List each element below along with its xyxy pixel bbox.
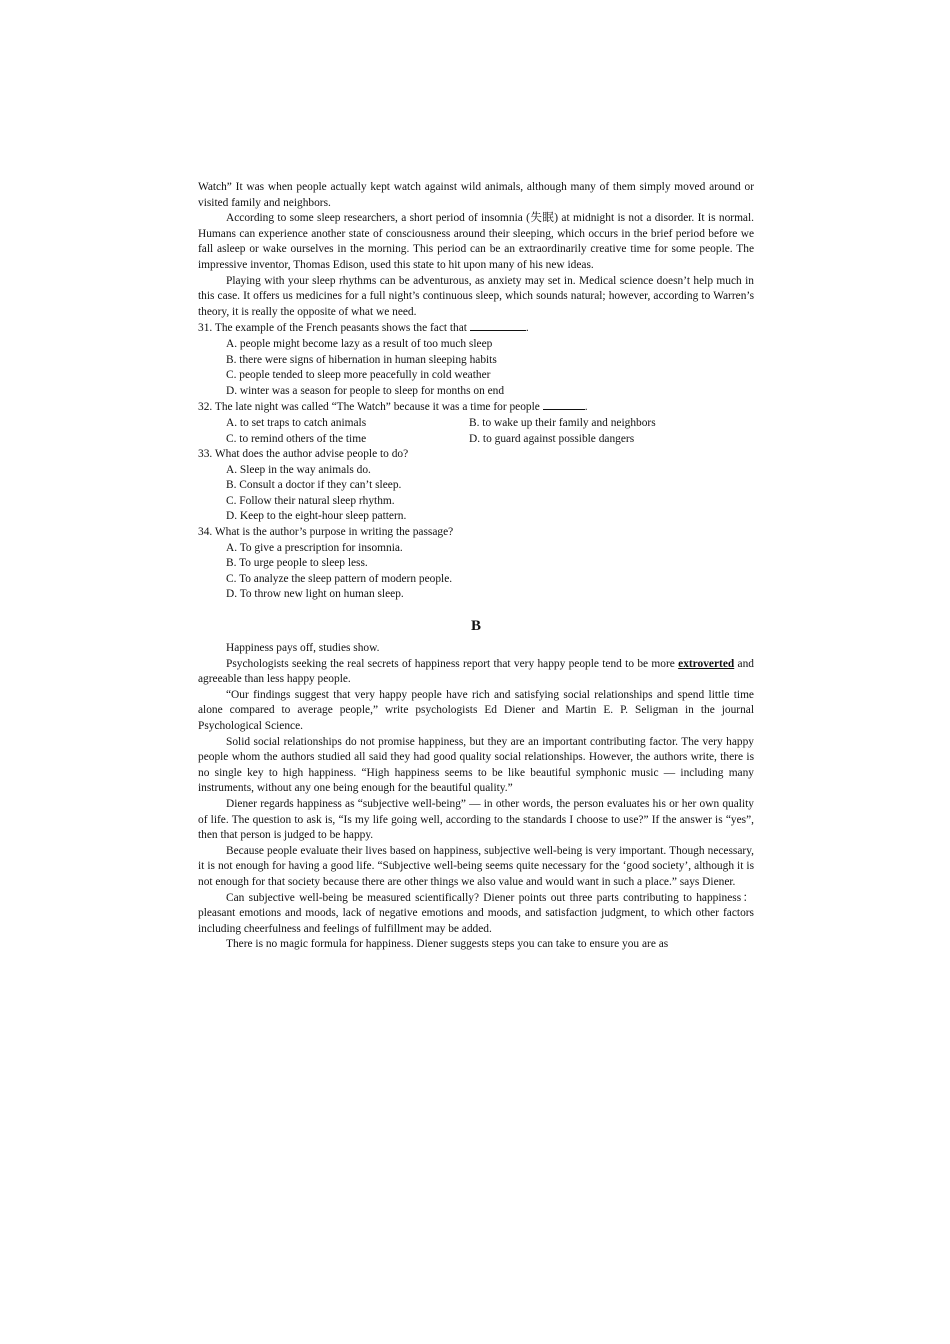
question-31 [198,320,754,399]
question-stem-end: . [525,322,529,335]
paragraph-text: and agreeable than less happy people. [198,657,754,686]
passage-b-paragraph: Solid social relationships do not promise happiness, but they are an important contributing factor. The very happy people whom the authors studied all said they had good quality social relationships. However, the authors write, there is no single key to high happiness. “High happiness seems to be like beautiful symphonic music — including many instruments, without any one being enough for the beautiful quality.” [198,735,754,795]
option-c: C. Follow their natural sleep rhythm. [226,494,395,507]
passage-b-paragraph: “Our findings suggest that very happy people have rich and satisfying social relationships and spend little time alone compared to average people,” write psychologists Ed Diener and Martin E. P. Seligman in the journal Psychological Science. [198,688,754,732]
question-stem [198,320,754,337]
underlined-keyword: extroverted [678,657,735,670]
question-stem [198,399,754,416]
option-b: B. To urge people to sleep less. [226,557,368,570]
question-stem: 33. What does the author advise people to do? [198,448,409,461]
section-title: B [470,618,481,635]
options-row [226,416,754,432]
question-34 [198,525,754,603]
option-b: B. Consult a doctor if they can’t sleep. [226,479,402,492]
passage-b-paragraph: Happiness pays off, studies show. [226,642,380,655]
passage-b-paragraph: Can subjective well-being be measured scientifically? Diener points out three parts contributing to happiness：pleasant emotions and moods, lack of negative emotions and moods, and satisfaction judgment, to which other factors including cheerfulness and feelings of fulfillment may be added. [198,891,754,935]
passage-a-paragraph: According to some sleep researchers, a short period of insomnia (失眠) at midnight is not a disorder. It is normal. Humans can experience another state of consciousness around their sleeping, which occurs in the brief period before we fall asleep or wake ourselves in the morning. This period can be an extraordinarily creative time for some people. The impressive inventor, Thomas Edison, used this state to hit upon many of his new ideas. [198,212,754,271]
option-b: B. to wake up their family and neighbors [469,416,656,429]
passage-a-paragraph: Playing with your sleep rhythms can be adventurous, as anxiety may set in. Medical science doesn’t help much in this case. It offers us medicines for a full night’s continuous sleep, which sounds natural; however, according to Warren’s theory, it is really the opposite of what we need. [198,274,754,318]
option-d: D. winter was a season for people to sleep for months on end [226,384,505,397]
passage-b-paragraph: Because people evaluate their lives based on happiness, subjective well-being is very important. Though necessary, it is not enough for having a good life. “Subjective well-being seems quite necessary for the ‘good society’, although it is not enough for that society because there are other things we also value and would want in such a place.” says Diener. [198,844,754,888]
passage-b-paragraph: There is no magic formula for happiness. Diener suggests steps you can take to ensure you are as [226,938,669,951]
question-33 [198,447,754,525]
passage-b-paragraph: Diener regards happiness as “subjective well-being” — in other words, the person evaluates his or her own quality of life. The question to ask is, “Is my life going well, according to the standards I choose to use?” If the answer is “yes”, then that person is judged to be happy. [198,797,754,842]
option-a: A. people might become lazy as a result of too much sleep [226,337,493,350]
options-row [226,432,754,448]
option-a: A. To give a prescription for insomnia. [226,541,403,554]
paragraph-text: Psychologists seeking the real secrets of happiness report that very happy people tend to be more [226,657,675,670]
document-body [198,180,754,953]
option-c: C. to remind others of the time [226,432,367,445]
question-32 [198,399,754,447]
option-c: C. To analyze the sleep pattern of modern people. [226,572,453,585]
passage-a-paragraph: Watch” It was when people actually kept watch against wild animals, although many of them simply moved around or visited family and neighbors. [198,181,754,209]
option-a: A. to set traps to catch animals [226,416,367,429]
answer-blank [543,399,585,410]
question-stem-text: 31. The example of the French peasants shows the fact that [198,322,467,335]
question-stem: 34. What is the author’s purpose in writing the passage? [198,526,454,539]
answer-blank [470,320,526,331]
passage-b-paragraph [198,657,754,688]
question-stem-end: . [584,401,588,414]
option-c: C. people tended to sleep more peacefully in cold weather [226,369,491,382]
option-d: D. Keep to the eight-hour sleep pattern. [226,510,407,523]
option-a: A. Sleep in the way animals do. [226,463,371,476]
question-stem-text: 32. The late night was called “The Watch” because it was a time for people [198,401,540,414]
option-d: D. To throw new light on human sleep. [226,588,404,601]
option-d: D. to guard against possible dangers [469,432,635,445]
option-b: B. there were signs of hibernation in human sleeping habits [226,353,497,366]
